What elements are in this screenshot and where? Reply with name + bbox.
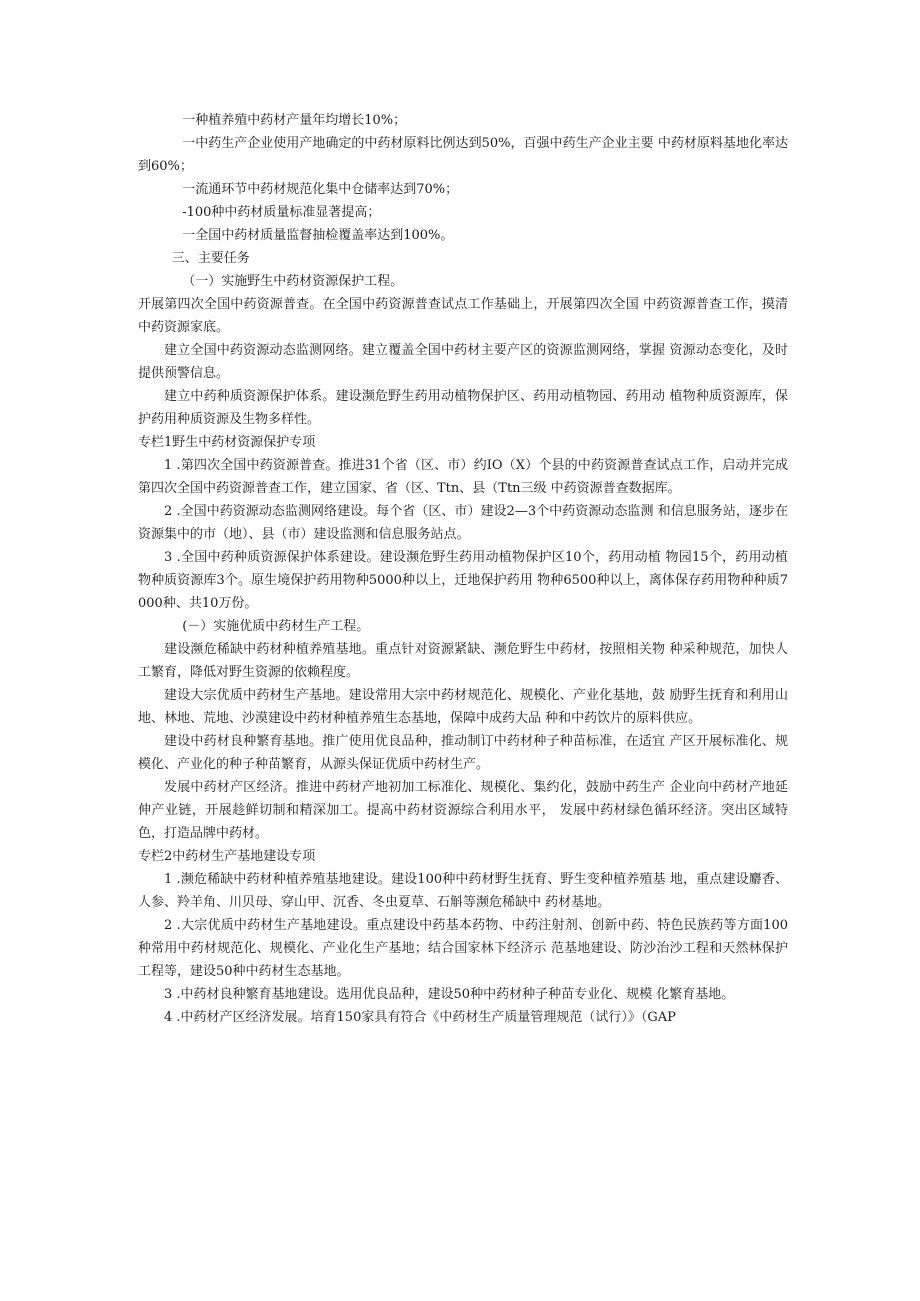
section-heading-main-tasks: 三、主要任务 bbox=[171, 251, 250, 266]
box1-title: 专栏1野生中药材资源保护专项 bbox=[138, 435, 316, 450]
target-line-2: 一中药生产企业使用产地确定的中药材原料比例达到50%，百强中药生产企业主要 中药材原料基地化率达到60%； bbox=[138, 136, 788, 174]
target-line-3: 一流通环节中药材规范化集中仓储率达到70%； bbox=[182, 182, 459, 197]
paragraph-survey: 开展第四次全国中药资源普查。在全国中药资源普查试点工作基础上，开展第四次全国 中药资源普查工作，摸清中药资源家底。 bbox=[138, 297, 788, 335]
box2-item-3: 3 .中药材良种繁育基地建设。选用优良品种，建设50种中药材种子种苗专业化、规模 化繁育基地。 bbox=[164, 987, 735, 1002]
box1-item-1: 1 .第四次全国中药资源普查。推进31个省（区、市）约IO（X）个县的中药资源普查试点工作，启动并完成第四次全国中药资源普查工作，建立国家、省（区、Ttn、县（Ttn三级 中药资源普查数据库。 bbox=[138, 458, 788, 496]
box1-item-3: 3 .全国中药种质资源保护体系建设。建设濒危野生药用动植物保护区10个，药用动植 物园15个，药用动植物种质资源库3个。原生境保护药用物种5000种以上，迁地保护药用 物种6500种以上，离体保存药用物种种质7000种、共10万份。 bbox=[138, 550, 788, 611]
subsection-heading-2: (－）实施优质中药材生产工程。 bbox=[182, 619, 370, 634]
paragraph-seed-bases: 建设中药材良种繁育基地。推广使用优良品种，推动制订中药材种子种苗标准，在适宜 产区开展标准化、规模化、产业化的种子种苗繁育，从源头保证优质中药材生产。 bbox=[138, 734, 788, 772]
box2-item-4: 4 .中药材产区经济发展。培育150家具有符合《中药材生产质量管理规范（试行）》（GAP bbox=[164, 1010, 676, 1025]
target-line-4: -100种中药材质量标准显著提高； bbox=[182, 205, 381, 220]
paragraph-endangered-bases: 建设濒危稀缺中药材种植养殖基地。重点针对资源紧缺、濒危野生中药材，按照相关物 种采种规范，加快人工繁育，降低对野生资源的依赖程度。 bbox=[138, 642, 788, 680]
paragraph-germplasm: 建立中药种质资源保护体系。建设濒危野生药用动植物保护区、药用动植物园、药用动 植物种质资源库，保护药用种质资源及生物多样性。 bbox=[138, 389, 788, 427]
box2-item-1: 1 .濒危稀缺中药材种植养殖基地建设。建设100种中药材野生抚育、野生变种植养殖基 地，重点建设麝香、人参、羚羊角、川贝母、穿山甲、沉香、冬虫夏草、石斛等濒危稀缺中 药材基地。 bbox=[138, 872, 788, 910]
box2-title: 专栏2中药材生产基地建设专项 bbox=[138, 849, 316, 864]
target-line-1: 一种植养殖中药材产量年均增长10%； bbox=[182, 113, 407, 128]
target-line-5: 一全国中药材质量监督抽检覆盖率达到100%。 bbox=[182, 228, 454, 243]
paragraph-bulk-bases: 建设大宗优质中药材生产基地。建设常用大宗中药材规范化、规模化、产业化基地，鼓 励野生抚育和利用山地、林地、荒地、沙漠建设中药材种植养殖生态基地，保障中成药大品 种和中药饮片的原料供应。 bbox=[138, 688, 788, 726]
document-page bbox=[138, 109, 788, 1029]
box1-item-2: 2 .全国中药资源动态监测网络建设。每个省（区、市）建设2—3个中药资源动态监测 和信息服务站，逐步在资源集中的市（地）、县（市）建设监测和信息服务站点。 bbox=[138, 504, 788, 542]
paragraph-regional-economy: 发展中药材产区经济。推进中药材产地初加工标准化、规模化、集约化，鼓励中药生产 企业向中药材产地延伸产业链，开展趁鲜切制和精深加工。提高中药材资源综合利用水平， 发展中药材绿色循环经济。突出区域特色，打造品牌中药材。 bbox=[138, 780, 788, 841]
paragraph-monitoring: 建立全国中药资源动态监测网络。建立覆盖全国中药材主要产区的资源监测网络，掌握 资源动态变化，及时提供预警信息。 bbox=[138, 343, 788, 381]
box2-item-2: 2 .大宗优质中药材生产基地建设。重点建设中药基本药物、中药注射剂、创新中药、特色民族药等方面100种常用中药材规范化、规模化、产业化生产基地；结合国家林下经济示 范基地建设、防沙治沙工程和天然林保护工程等，建设50种中药材生态基地。 bbox=[138, 918, 788, 979]
subsection-heading-1: （一）实施野生中药材资源保护工程。 bbox=[182, 274, 404, 289]
